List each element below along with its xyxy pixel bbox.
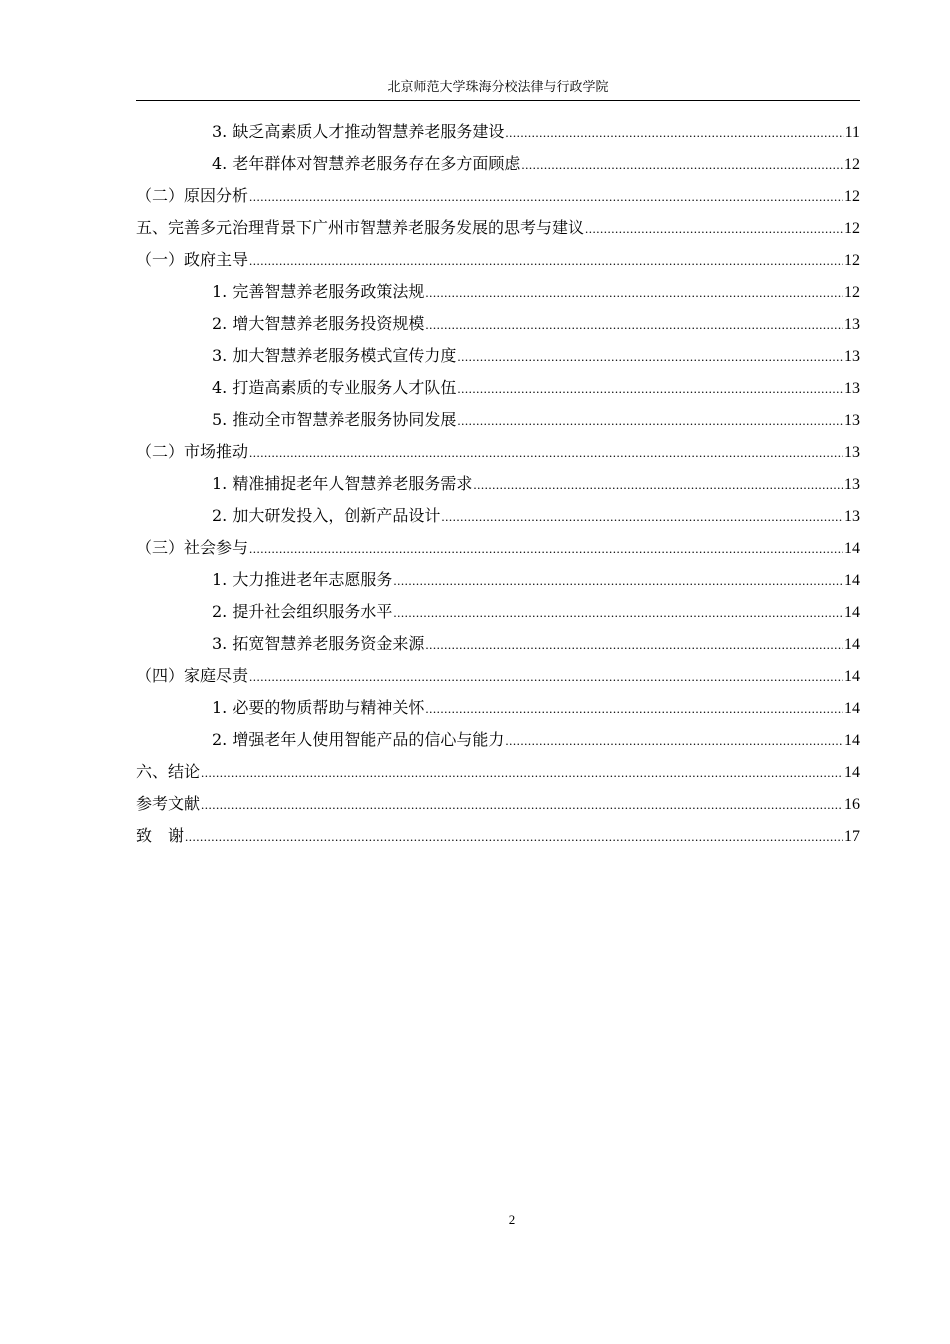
toc-dot-leader (201, 789, 843, 821)
toc-entry[interactable] (136, 820, 860, 852)
toc-entry[interactable] (136, 436, 860, 468)
toc-entry-title: （三）社会参与 (136, 538, 249, 557)
toc-entry-title: 致 谢 (136, 826, 185, 845)
toc-entry-page: 12 (844, 252, 860, 269)
toc-entry[interactable] (136, 756, 860, 788)
toc-entry[interactable] (136, 116, 860, 148)
toc-entry[interactable] (136, 244, 860, 276)
toc-dot-leader (425, 693, 843, 725)
toc-entry-title: 5. 推动全市智慧养老服务协同发展 (212, 410, 457, 429)
toc-entry-page: 14 (844, 636, 860, 653)
toc-entry-page: 12 (844, 188, 860, 205)
toc-entry-title: （四）家庭尽责 (136, 666, 249, 685)
toc-entry-page: 13 (844, 316, 860, 333)
toc-entry[interactable] (136, 404, 860, 436)
toc-entry-page: 13 (844, 444, 860, 461)
toc-dot-leader (585, 213, 843, 245)
toc-entry-page: 11 (844, 124, 860, 141)
toc-entry-page: 16 (844, 796, 860, 813)
toc-entry[interactable] (136, 340, 860, 372)
toc-entry-title: 1. 精准捕捉老年人智慧养老服务需求 (212, 474, 473, 493)
toc-dot-leader (425, 629, 843, 661)
page-number: 2 (508, 1212, 516, 1227)
toc-entry-title: 3. 拓宽智慧养老服务资金来源 (212, 634, 425, 653)
toc-entry-title: （二）市场推动 (136, 442, 249, 461)
toc-entry-title: 2. 提升社会组织服务水平 (212, 602, 393, 621)
toc-entry-title: 参考文献 (136, 794, 201, 813)
toc-entry-page: 14 (844, 572, 860, 589)
toc-entry-page: 14 (844, 668, 860, 685)
toc-entry-title: （一）政府主导 (136, 250, 249, 269)
toc-entry-page: 14 (844, 700, 860, 717)
toc-entry[interactable] (136, 500, 860, 532)
toc-entry-title: 4. 打造高素质的专业服务人才队伍 (212, 378, 457, 397)
toc-entry-page: 12 (844, 156, 860, 173)
toc-dot-leader (457, 405, 843, 437)
toc-entry-title: 1. 大力推进老年志愿服务 (212, 570, 393, 589)
toc-entry-page: 12 (844, 220, 860, 237)
toc-dot-leader (249, 661, 843, 693)
table-of-contents (136, 116, 860, 852)
toc-entry[interactable] (136, 148, 860, 180)
toc-entry-page: 14 (844, 732, 860, 749)
toc-entry[interactable] (136, 308, 860, 340)
toc-entry-title: 1. 完善智慧养老服务政策法规 (212, 282, 425, 301)
toc-dot-leader (457, 373, 843, 405)
toc-entry[interactable] (136, 660, 860, 692)
toc-entry[interactable] (136, 276, 860, 308)
toc-entry-title: 3. 加大智慧养老服务模式宣传力度 (212, 346, 457, 365)
toc-entry-page: 13 (844, 508, 860, 525)
toc-entry-page: 14 (844, 540, 860, 557)
header-divider (136, 100, 860, 101)
toc-dot-leader (393, 597, 843, 629)
toc-entry[interactable] (136, 596, 860, 628)
toc-dot-leader (249, 437, 843, 469)
toc-entry-page: 14 (844, 604, 860, 621)
toc-entry[interactable] (136, 468, 860, 500)
toc-entry-page: 13 (844, 348, 860, 365)
toc-entry[interactable] (136, 180, 860, 212)
toc-entry-title: 2. 增大智慧养老服务投资规模 (212, 314, 425, 333)
toc-entry-title: 4. 老年群体对智慧养老服务存在多方面顾虑 (212, 154, 521, 173)
toc-dot-leader (521, 149, 843, 181)
toc-dot-leader (505, 725, 843, 757)
toc-entry-page: 14 (844, 764, 860, 781)
toc-dot-leader (505, 117, 843, 149)
toc-dot-leader (441, 501, 843, 533)
toc-entry-page: 13 (844, 412, 860, 429)
toc-entry[interactable] (136, 372, 860, 404)
toc-entry[interactable] (136, 532, 860, 564)
toc-entry-page: 13 (844, 380, 860, 397)
toc-entry-title: 1. 必要的物质帮助与精神关怀 (212, 698, 425, 717)
toc-entry-title: 2. 增强老年人使用智能产品的信心与能力 (212, 730, 505, 749)
toc-entry[interactable] (136, 628, 860, 660)
toc-dot-leader (185, 821, 843, 853)
page-header: 北京师范大学珠海分校法律与行政学院 (387, 80, 609, 95)
toc-entry-title: （二）原因分析 (136, 186, 249, 205)
toc-dot-leader (425, 277, 843, 309)
toc-dot-leader (249, 533, 843, 565)
toc-entry-page: 17 (844, 828, 860, 845)
toc-entry-title: 五、完善多元治理背景下广州市智慧养老服务发展的思考与建议 (136, 218, 585, 237)
toc-dot-leader (473, 469, 843, 501)
toc-entry-title: 3. 缺乏高素质人才推动智慧养老服务建设 (212, 122, 505, 141)
toc-entry[interactable] (136, 724, 860, 756)
toc-entry[interactable] (136, 212, 860, 244)
toc-entry[interactable] (136, 788, 860, 820)
toc-entry-page: 13 (844, 476, 860, 493)
toc-dot-leader (249, 181, 843, 213)
toc-dot-leader (249, 245, 843, 277)
toc-dot-leader (201, 757, 843, 789)
toc-entry-title: 六、结论 (136, 762, 201, 781)
toc-entry[interactable] (136, 564, 860, 596)
toc-entry-title: 2. 加大研发投入，创新产品设计 (212, 506, 441, 525)
toc-dot-leader (457, 341, 843, 373)
toc-dot-leader (393, 565, 843, 597)
toc-entry-page: 12 (844, 284, 860, 301)
toc-entry[interactable] (136, 692, 860, 724)
toc-dot-leader (425, 309, 843, 341)
